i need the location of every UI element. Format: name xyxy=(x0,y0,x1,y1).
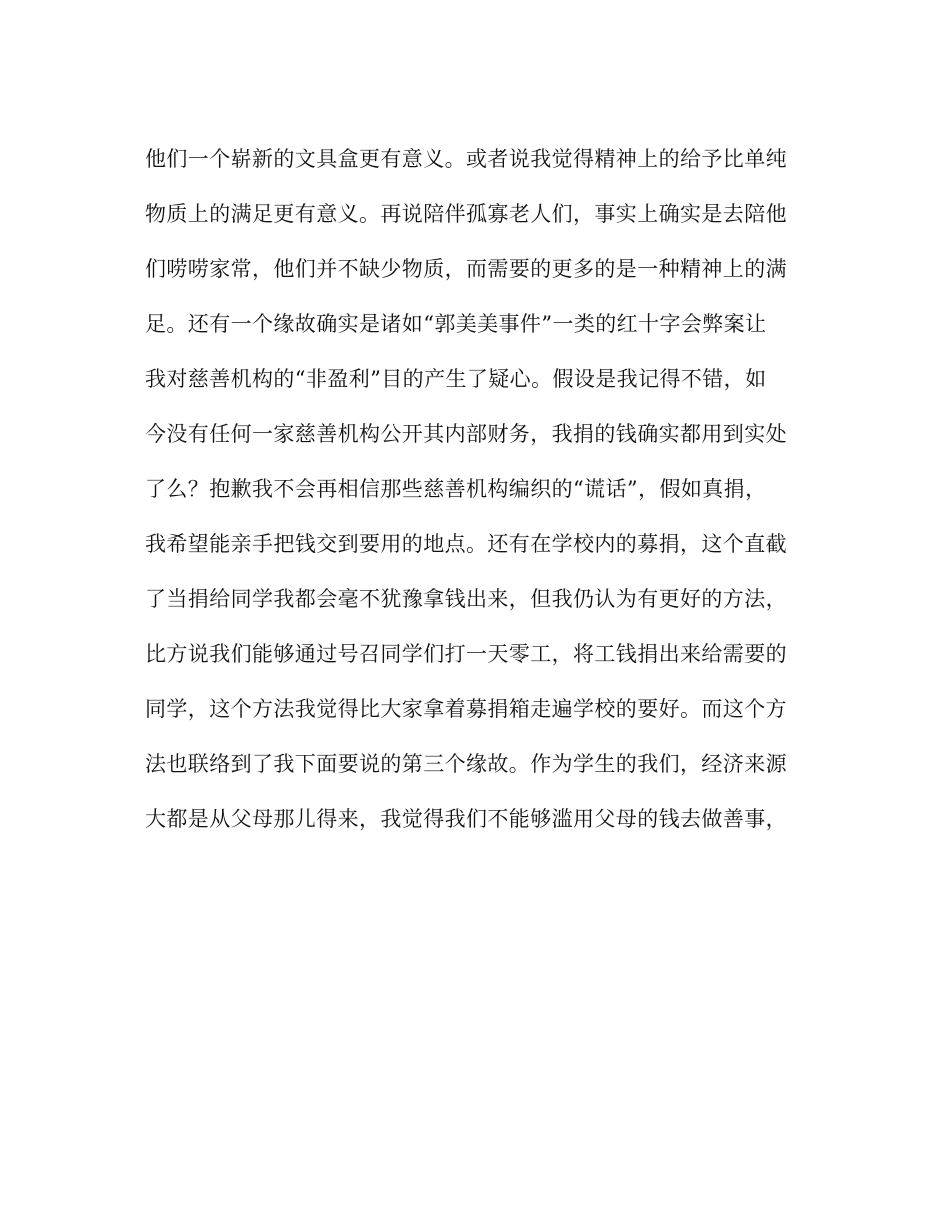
text-line: 物质上的满足更有意义。再说陪伴孤寡老人们，事实上确实是去陪他 xyxy=(145,202,787,226)
text-line: 他们一个崭新的文具盒更有意义。或者说我觉得精神上的给予比单纯 xyxy=(145,147,787,171)
text-line: 我对慈善机构的“非盈利”目的产生了疑心。假设是我记得不错，如 xyxy=(145,367,767,391)
body-text xyxy=(145,142,805,857)
text-line: 比方说我们能够通过号召同学们打一天零工，将工钱捐出来给需要的 xyxy=(145,642,787,666)
text-line: 大都是从父母那儿得来，我觉得我们不能够滥用父母的钱去做善事， xyxy=(145,807,787,831)
text-line: 同学，这个方法我觉得比大家拿着募捐箱走遍学校的要好。而这个方 xyxy=(145,697,787,721)
text-line: 法也联络到了我下面要说的第三个缘故。作为学生的我们，经济来源 xyxy=(145,752,787,776)
text-line: 我希望能亲手把钱交到要用的地点。还有在学校内的募捐，这个直截 xyxy=(145,532,787,556)
text-line: 今没有任何一家慈善机构公开其内部财务，我捐的钱确实都用到实处 xyxy=(145,422,787,446)
text-line: 们唠唠家常，他们并不缺少物质，而需要的更多的是一种精神上的满 xyxy=(145,257,787,281)
text-line: 足。还有一个缘故确实是诸如“郭美美事件”一类的红十字会弊案让 xyxy=(145,312,767,336)
text-line: 了当捐给同学我都会毫不犹豫拿钱出来，但我仍认为有更好的方法， xyxy=(145,587,787,611)
text-line: 了么？抱歉我不会再相信那些慈善机构编织的“谎话”，假如真捐， xyxy=(145,477,767,501)
